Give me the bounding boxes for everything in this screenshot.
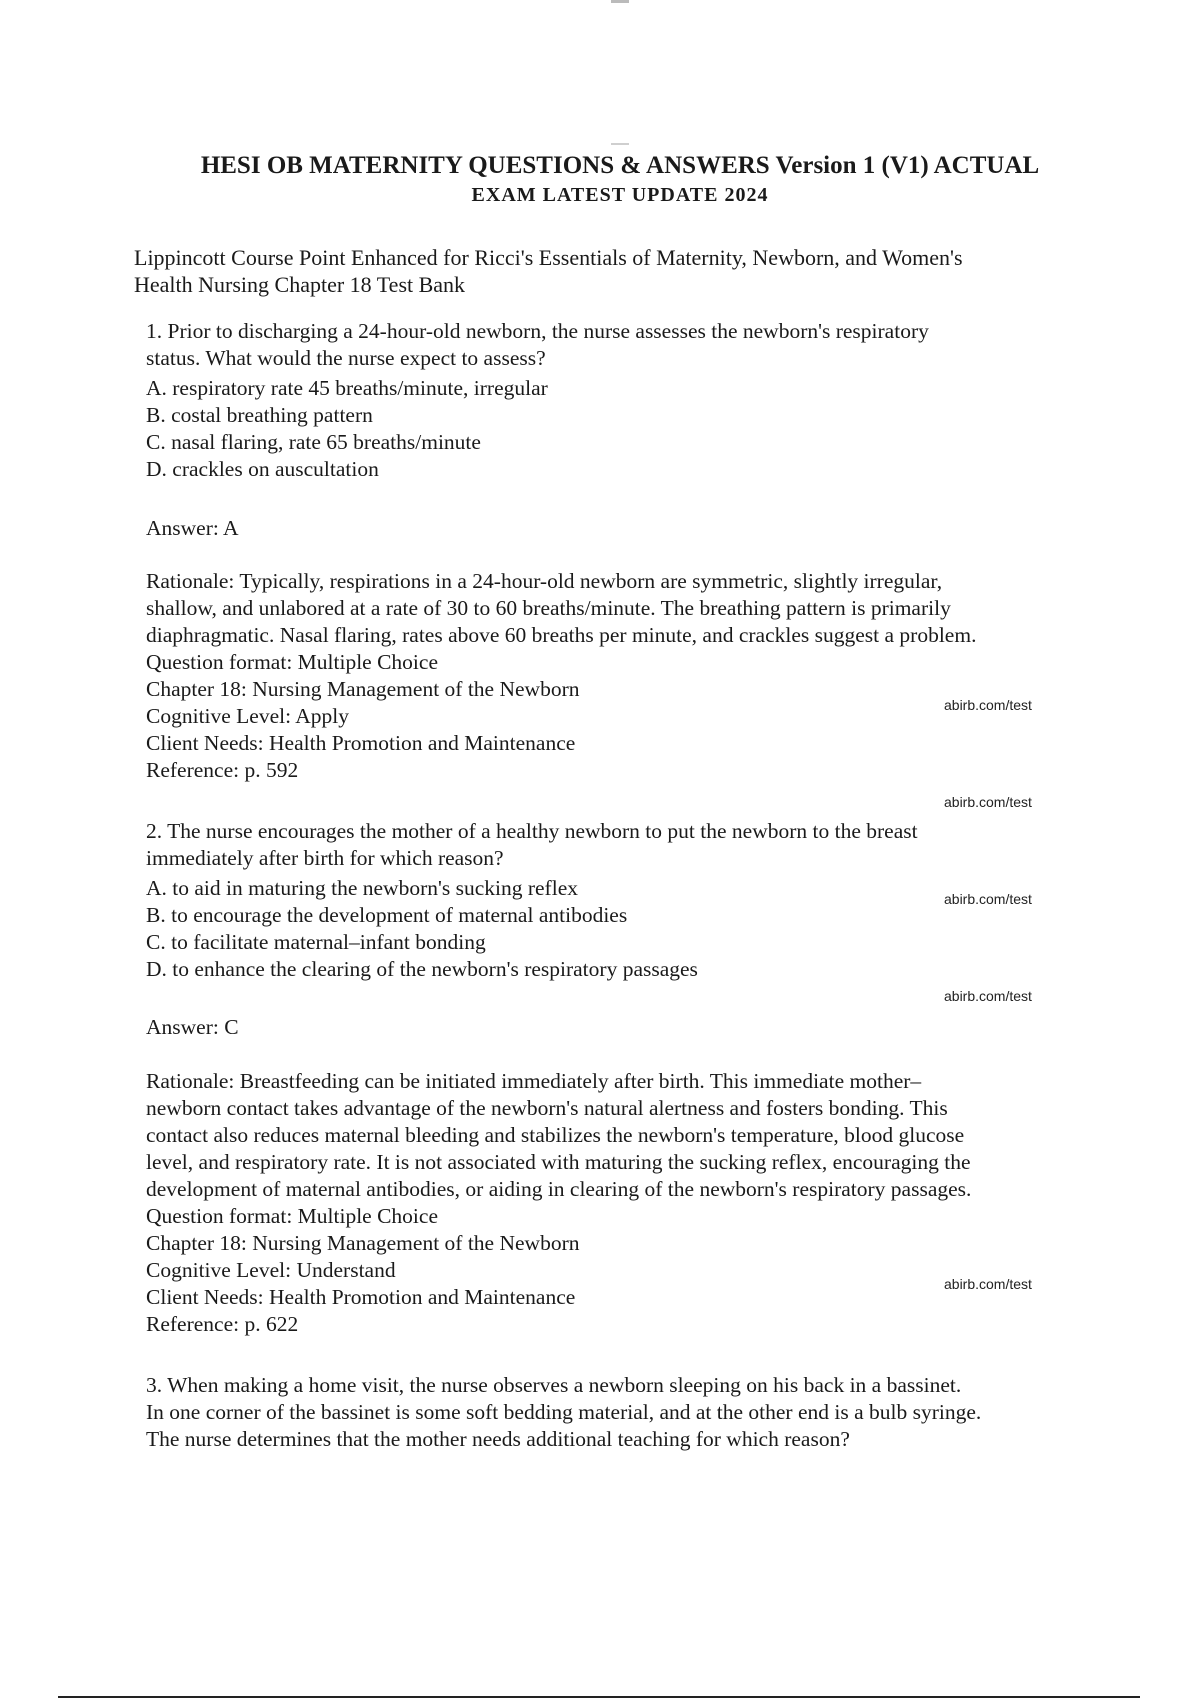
- rationale-line: diaphragmatic. Nasal flaring, rates above 60 breaths per minute, and crackles suggest a problem.: [146, 623, 977, 647]
- watermark-text: abirb.com/test: [944, 988, 1032, 1004]
- meta-chapter: Chapter 18: Nursing Management of the Newborn: [146, 1231, 580, 1255]
- question-1-answer: Answer: A: [146, 516, 239, 540]
- option-b: B. costal breathing pattern: [146, 403, 373, 427]
- meta-cognitive-level: Cognitive Level: Understand: [146, 1258, 396, 1282]
- option-c: C. nasal flaring, rate 65 breaths/minute: [146, 430, 481, 454]
- page-top-mark: [611, 0, 629, 3]
- meta-question-format: Question format: Multiple Choice: [146, 1204, 438, 1228]
- option-c: C. to facilitate maternal–infant bonding: [146, 930, 486, 954]
- option-d: D. to enhance the clearing of the newborn's respiratory passages: [146, 957, 698, 981]
- watermark-text: abirb.com/test: [944, 697, 1032, 713]
- rationale-line: Rationale: Breastfeeding can be initiated immediately after birth. This immediate mother–: [146, 1069, 922, 1093]
- option-b: B. to encourage the development of maternal antibodies: [146, 903, 628, 927]
- rationale-line: shallow, and unlabored at a rate of 30 to 60 breaths/minute. The breathing pattern is primarily: [146, 596, 951, 620]
- title-top-mark: [611, 143, 629, 145]
- question-1-rationale: [146, 568, 1106, 649]
- rationale-line: newborn contact takes advantage of the newborn's natural alertness and fosters bonding. This: [146, 1096, 948, 1120]
- document-title: HESI OB MATERNITY QUESTIONS & ANSWERS Version 1 (V1) ACTUAL: [200, 152, 1040, 179]
- intro-line: Lippincott Course Point Enhanced for Ricci's Essentials of Maternity, Newborn, and Women's: [134, 245, 963, 270]
- question-2-stem: [146, 818, 1106, 872]
- bottom-rule: [58, 1696, 1140, 1698]
- question-stem-line: In one corner of the bassinet is some soft bedding material, and at the other end is a bulb syringe.: [146, 1400, 982, 1424]
- question-stem-line: immediately after birth for which reason?: [146, 846, 504, 870]
- question-stem-line: 2. The nurse encourages the mother of a healthy newborn to put the newborn to the breast: [146, 819, 918, 843]
- meta-reference: Reference: p. 592: [146, 758, 299, 782]
- rationale-line: development of maternal antibodies, or aiding in clearing of the newborn's respiratory passages.: [146, 1177, 972, 1201]
- meta-client-needs: Client Needs: Health Promotion and Maintenance: [146, 731, 576, 755]
- question-stem-line: The nurse determines that the mother needs additional teaching for which reason?: [146, 1427, 850, 1451]
- question-2-meta: [146, 1203, 1106, 1338]
- question-2-answer: Answer: C: [146, 1015, 239, 1039]
- meta-chapter: Chapter 18: Nursing Management of the Newborn: [146, 677, 580, 701]
- option-a: A. to aid in maturing the newborn's sucking reflex: [146, 876, 578, 900]
- question-1-stem: [146, 318, 1106, 372]
- rationale-line: level, and respiratory rate. It is not associated with maturing the sucking reflex, encouraging the: [146, 1150, 971, 1174]
- question-1-meta: [146, 649, 1106, 784]
- question-stem-line: 3. When making a home visit, the nurse observes a newborn sleeping on his back in a bassinet.: [146, 1373, 962, 1397]
- question-stem-line: 1. Prior to discharging a 24-hour-old newborn, the nurse assesses the newborn's respiratory: [146, 319, 929, 343]
- watermark-text: abirb.com/test: [944, 891, 1032, 907]
- question-1-options: [146, 375, 1106, 483]
- question-stem-line: status. What would the nurse expect to assess?: [146, 346, 546, 370]
- meta-question-format: Question format: Multiple Choice: [146, 650, 438, 674]
- meta-reference: Reference: p. 622: [146, 1312, 299, 1336]
- intro-line: Health Nursing Chapter 18 Test Bank: [134, 272, 466, 297]
- rationale-line: Rationale: Typically, respirations in a 24-hour-old newborn are symmetric, slightly irregular,: [146, 569, 943, 593]
- option-a: A. respiratory rate 45 breaths/minute, irregular: [146, 376, 548, 400]
- intro-text: [134, 244, 1074, 298]
- document-subtitle: EXAM LATEST UPDATE 2024: [471, 184, 769, 206]
- meta-cognitive-level: Cognitive Level: Apply: [146, 704, 350, 728]
- watermark-text: abirb.com/test: [944, 794, 1032, 810]
- option-d: D. crackles on auscultation: [146, 457, 379, 481]
- question-3-stem: [146, 1372, 1106, 1453]
- question-2-rationale: [146, 1068, 1106, 1203]
- rationale-line: contact also reduces maternal bleeding and stabilizes the newborn's temperature, blood glucose: [146, 1123, 965, 1147]
- watermark-text: abirb.com/test: [944, 1276, 1032, 1292]
- meta-client-needs: Client Needs: Health Promotion and Maintenance: [146, 1285, 576, 1309]
